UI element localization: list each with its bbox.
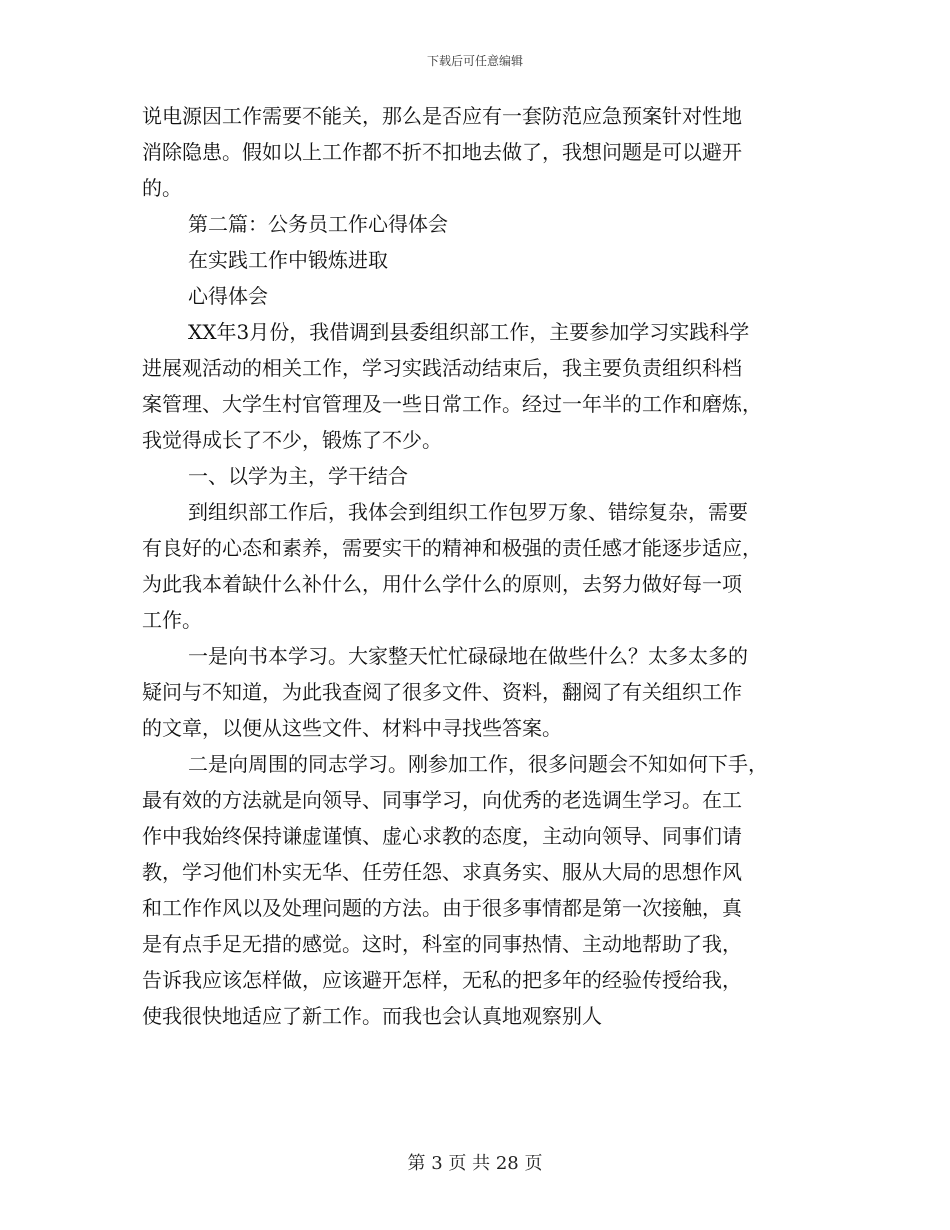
page-footer — [0, 1152, 950, 1176]
text-line: 最有效的方法就是向领导、同事学习，向优秀的老选调生学习。在工 — [142, 788, 742, 812]
text-line: XX年3月份，我借调到县委组织部工作，主要参加学习实践科学 — [188, 320, 750, 344]
text-line: 告诉我应该怎样做，应该避开怎样，无私的把多年的经验传授给我， — [142, 968, 742, 992]
text-line: 心得体会 — [188, 284, 268, 308]
text-line: 说电源因工作需要不能关，那么是否应有一套防范应急预案针对性地 — [142, 104, 742, 128]
text-line: 第二篇：公务员工作心得体会 — [188, 212, 448, 236]
text-line: 一、以学为主，学干结合 — [188, 464, 408, 488]
text-line: 使我很快地适应了新工作。而我也会认真地观察别人 — [142, 1004, 602, 1028]
text-line: 在实践工作中锻炼进取 — [188, 248, 388, 272]
text-line: 到组织部工作后，我体会到组织工作包罗万象、错综复杂，需要 — [188, 500, 748, 524]
text-line: 案管理、大学生村官管理及一些日常工作。经过一年半的工作和磨炼， — [142, 392, 762, 416]
document-body — [142, 98, 812, 1034]
page-header — [0, 53, 950, 69]
text-line: 是有点手足无措的感觉。这时，科室的同事热情、主动地帮助了我， — [142, 932, 742, 956]
text-line: 工作。 — [142, 608, 202, 632]
text-line: 我觉得成长了不少，锻炼了不少。 — [142, 428, 442, 452]
text-line: 教，学习他们朴实无华、任劳任怨、求真务实、服从大局的思想作风 — [142, 860, 742, 884]
text-line: 有良好的心态和素养，需要实干的精神和极强的责任感才能逐步适应， — [142, 536, 762, 560]
text-line: 疑问与不知道，为此我查阅了很多文件、资料，翻阅了有关组织工作 — [142, 680, 742, 704]
text-line: 作中我始终保持谦虚谨慎、虚心求教的态度，主动向领导、同事们请 — [142, 824, 742, 848]
page-number: 第 3 页 共 28 页 — [407, 1153, 543, 1174]
text-line: 的。 — [142, 176, 182, 200]
text-line: 的文章，以便从这些文件、材料中寻找些答案。 — [142, 716, 562, 740]
text-line: 一是向书本学习。大家整天忙忙碌碌地在做些什么？太多太多的 — [188, 644, 748, 668]
text-line: 二是向周围的同志学习。刚参加工作，很多问题会不知如何下手， — [188, 752, 768, 776]
header-note: 下载后可任意编辑 — [426, 54, 523, 68]
text-line: 进展观活动的相关工作，学习实践活动结束后，我主要负责组织科档 — [142, 356, 742, 380]
text-line: 消除隐患。假如以上工作都不折不扣地去做了，我想问题是可以避开 — [142, 140, 742, 164]
text-line: 和工作作风以及处理问题的方法。由于很多事情都是第一次接触，真 — [142, 896, 742, 920]
text-line: 为此我本着缺什么补什么，用什么学什么的原则，去努力做好每一项 — [142, 572, 742, 596]
